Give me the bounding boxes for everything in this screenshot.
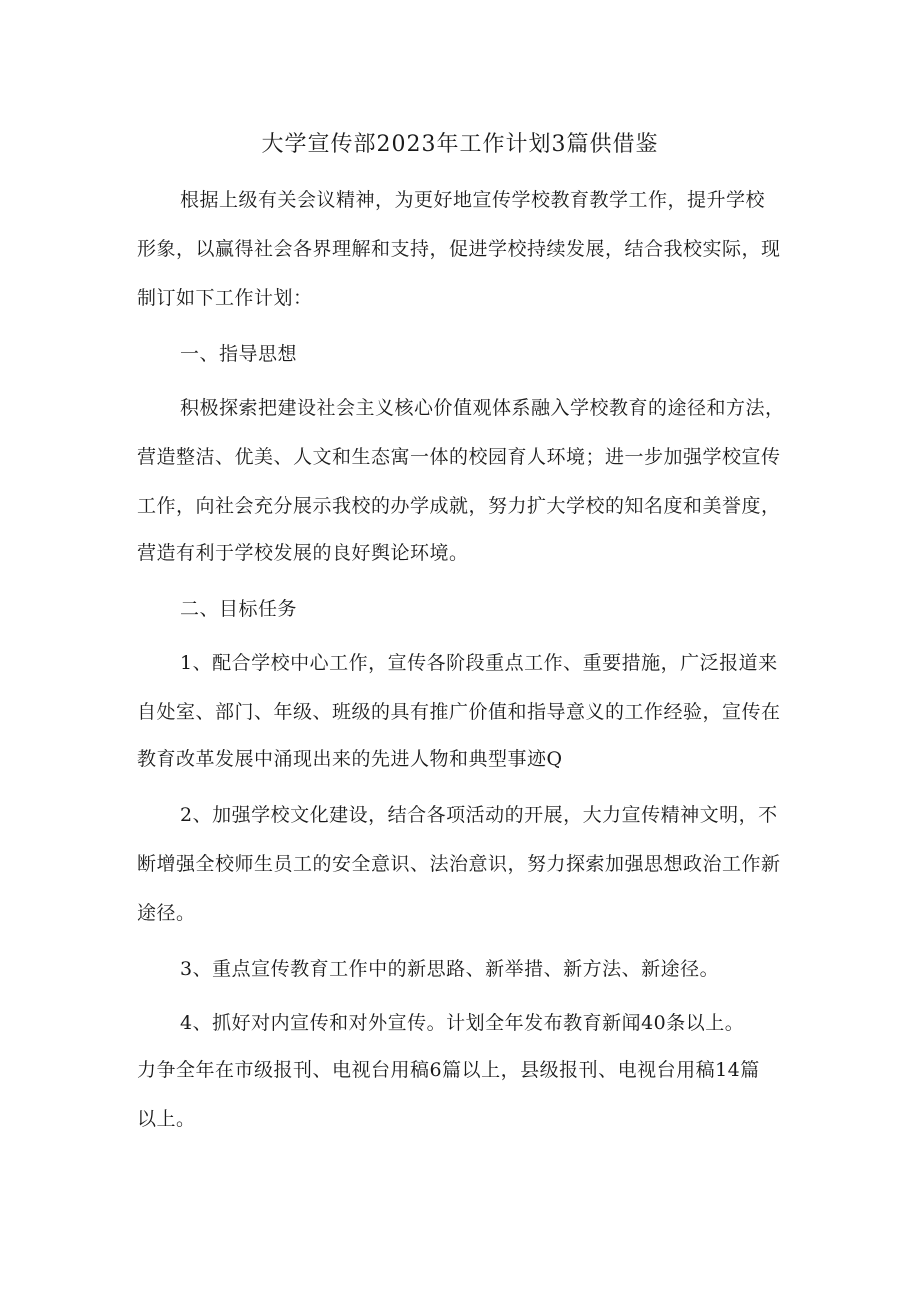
item-3-line-1: 3、重点宣传教育工作中的新思路、新举措、新方法、新途径。	[180, 958, 720, 980]
section-1-line-4: 营造有利于学校发展的良好舆论环境。	[137, 542, 469, 564]
item-2-line-3: 途径。	[137, 902, 196, 924]
item-1-line-1: 1、配合学校中心工作，宣传各阶段重点工作、重要措施，广泛报道来	[180, 652, 778, 674]
section-1-line-1: 积极探索把建设社会主义核心价值观体系融入学校教育的途径和方法，	[180, 397, 785, 419]
item-2-line-2: 断增强全校师生员工的安全意识、法治意识，努力探索加强思想政治工作新	[137, 853, 781, 875]
item-1-line-2: 自处室、部门、年级、班级的具有推广价值和指导意义的工作经验，宣传在	[137, 701, 781, 723]
section-2-heading: 二、目标任务	[180, 598, 298, 620]
item-1-line-3: 教育改革发展中涌现出来的先进人物和典型事迹Q	[137, 748, 563, 770]
document-title: 大学宣传部2023年工作计划3篇供借鉴	[261, 132, 659, 157]
item-4-line-1: 4、抓好对内宣传和对外宣传。计划全年发布教育新闻40条以上。	[180, 1012, 745, 1034]
section-1-line-2: 营造整洁、优美、人文和生态寓一体的校园育人环境；进一步加强学校宣传	[137, 446, 781, 468]
intro-line-3: 制订如下工作计划：	[137, 287, 313, 309]
item-4-line-3: 以上。	[137, 1108, 196, 1130]
section-1-line-3: 工作，向社会充分展示我校的办学成就，努力扩大学校的知名度和美誉度，	[137, 495, 781, 517]
section-1-heading: 一、指导思想	[180, 343, 298, 365]
item-4-line-2: 力争全年在市级报刊、电视台用稿6篇以上，县级报刊、电视台用稿14篇	[137, 1059, 760, 1081]
intro-line-1: 根据上级有关会议精神，为更好地宣传学校教育教学工作，提升学校	[180, 189, 766, 211]
item-2-line-1: 2、加强学校文化建设，结合各项活动的开展，大力宣传精神文明，不	[180, 804, 778, 826]
intro-line-2: 形象，以赢得社会各界理解和支持，促进学校持续发展，结合我校实际，现	[137, 238, 781, 260]
